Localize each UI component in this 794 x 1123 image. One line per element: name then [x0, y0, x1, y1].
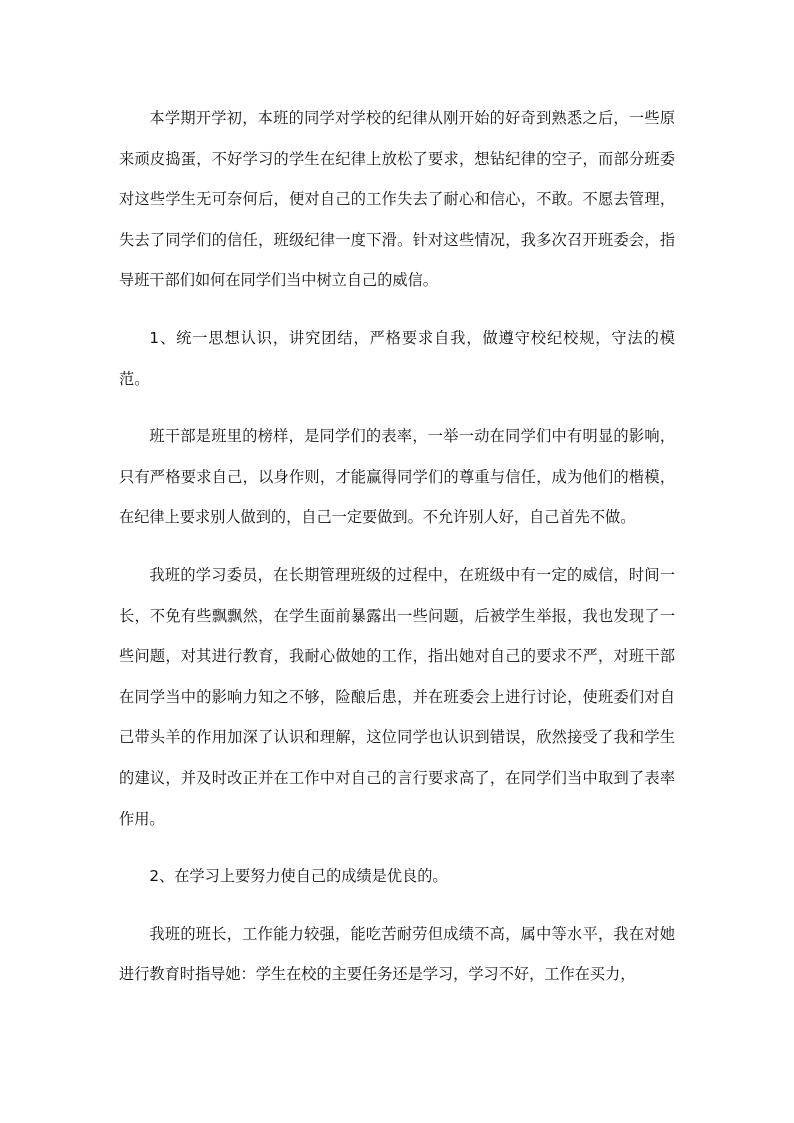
paragraph-class-monitor: 我班的班长，工作能力较强，能吃苦耐劳但成绩不高，属中等水平，我在对她进行教育时指导她：学生在校的主要任务还是学习，学习不好，工作在买力， — [119, 924, 675, 984]
paragraph-intro: 本学期开学初，本班的同学对学校的纪律从刚开始的好奇到熟悉之后，一些原来顽皮捣蛋，不好学习的学生在纪律上放松了要求，想钻纪律的空子，而部分班委对这些学生无可奈何后，便对自己的工作失去了耐心和信心，不敢。不愿去管理，失去了同学们的信任，班级纪律一度下滑。针对这些情况，我多次召开班委会，指导班干部们如何在同学们当中树立自己的威信。 — [119, 109, 675, 290]
section-heading-2: 2、在学习上要努力使自己的成绩是优良的。 — [149, 867, 448, 886]
paragraph-role-model: 班干部是班里的榜样，是同学们的表率，一举一动在同学们中有明显的影响，只有严格要求自己，以身作则，才能赢得同学们的尊重与信任，成为他们的楷模，在纪律上要求别人做到的，自己一定要做到。不允许别人好，自己首先不做。 — [119, 427, 675, 527]
paragraph-study-committee: 我班的学习委员，在长期管理班级的过程中，在班级中有一定的威信，时间一长，不免有些飘飘然，在学生面前暴露出一些问题，后被学生举报，我也发现了一些问题，对其进行教育，我耐心做她的工作，指出她对自己的要求不严，对班干部在同学当中的影响力知之不够，险酿后患，并在班委会上进行讨论，使班委们对自己带头羊的作用加深了认识和理解，这位同学也认识到错误，欣然接受了我和学生的建议，并及时改正并在工作中对自己的言行要求高了，在同学们当中取到了表率作用。 — [119, 565, 675, 828]
section-heading-1: 1、统一思想认识，讲究团结，严格要求自我，做遵守校纪校规，守法的模范。 — [119, 328, 675, 388]
